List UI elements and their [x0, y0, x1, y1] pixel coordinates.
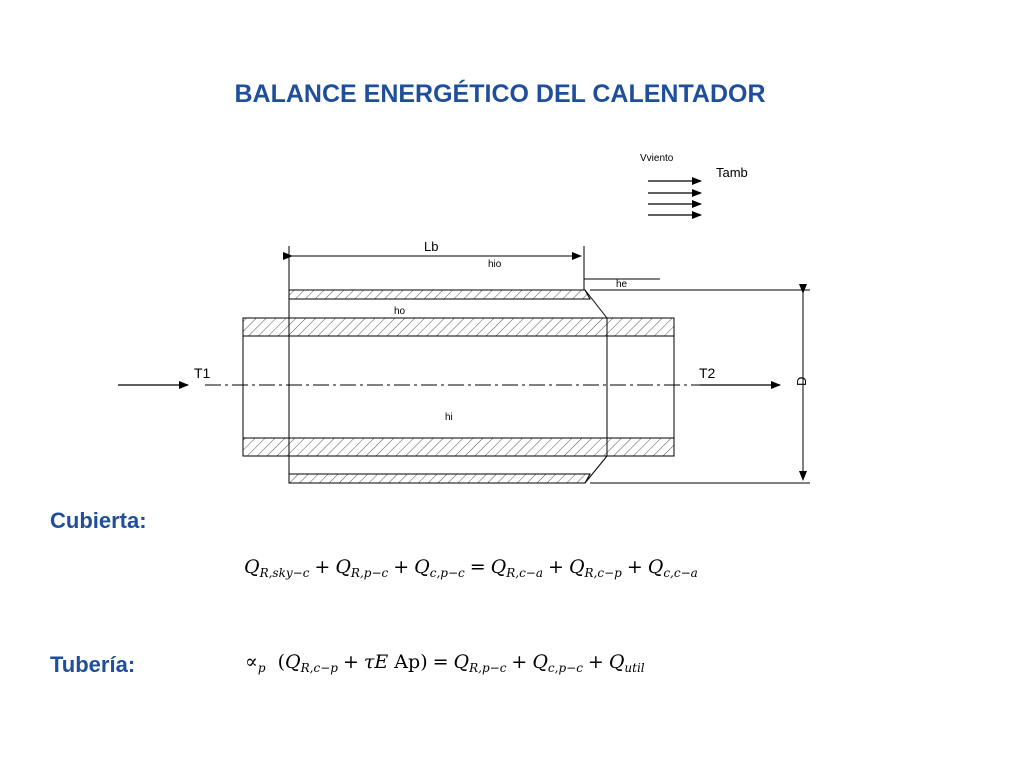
- cover-top: [289, 290, 607, 318]
- wind-arrows: [648, 181, 701, 215]
- length-label: Lb: [424, 239, 439, 254]
- eq-term: $Q_{c,c-a}$: [647, 556, 698, 580]
- eq-term: $Q_{c,p-c}$: [414, 556, 465, 580]
- eq-term: Ap: [394, 651, 421, 673]
- inlet-temp-label: T1: [194, 365, 211, 381]
- eq-term: $\propto_p$: [245, 651, 266, 675]
- eq-term: $Q_{R,c-p}$: [285, 651, 338, 675]
- diameter-label: D: [794, 376, 809, 386]
- eq-term: $Q_{util}$: [608, 651, 645, 675]
- eq-term: $Q_{R,sky-c}$: [244, 556, 310, 580]
- wind-label: Vviento: [640, 153, 674, 164]
- ho-label: ho: [394, 306, 406, 317]
- eq-term: $Q_{c,p-c}$: [532, 651, 583, 675]
- eq-term: $Q_{R,c-a}$: [490, 556, 544, 580]
- ambient-temp-label: Tamb: [716, 165, 748, 180]
- he-label: he: [616, 279, 628, 290]
- cubierta-heading: Cubierta:: [50, 508, 147, 533]
- eq-term: $Q_{R,c-p}$: [568, 556, 622, 580]
- outlet-temp-label: T2: [699, 365, 716, 381]
- pipe-wall-top: [243, 318, 674, 336]
- page-title: BALANCE ENERGÉTICO DEL CALENTADOR: [234, 80, 766, 108]
- eq-term: τE: [363, 651, 389, 673]
- pipe-wall-bottom: [243, 438, 674, 456]
- tuberia-equation: $\propto_p$ ($Q_{R,c-p} + \tau E$ $Ap) = Q_{R,p-c} + Q_{c,p-c} + Q_{util}$: [245, 651, 645, 675]
- hio-label: hio: [488, 259, 502, 270]
- tuberia-heading: Tubería:: [50, 652, 136, 677]
- cubierta-equation: $Q_{R,sky-c} + Q_{R,p-c} + Q_{c,p-c} = Q_{R,c-a} + Q_{R,c-p} + Q_{c,c-a}$: [244, 556, 698, 580]
- eq-term: $Q_{R,p-c}$: [453, 651, 507, 675]
- cover-bottom: [289, 456, 607, 483]
- hi-label: hi: [445, 412, 453, 423]
- eq-term: $Q_{R,p-c}$: [335, 556, 389, 580]
